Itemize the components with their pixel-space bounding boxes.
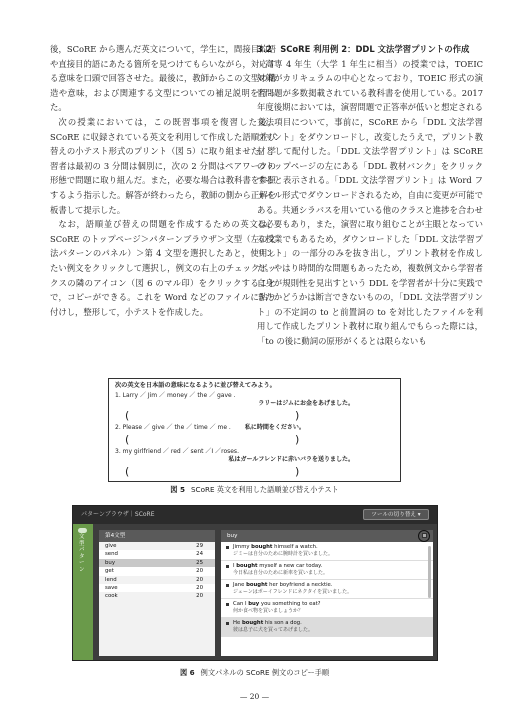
page-number: — 20 —: [239, 692, 270, 701]
example-sentence[interactable]: Can I buy you something to eat? 何か食べ物を買いましょうか？: [221, 599, 433, 618]
left-paragraph-1: 後，SCoRE から選んだ英文について，学生に，間接目的語や直接目的語にあたる箇所を見つけてもらいながら，対応する意味を口頭で回答させた。最後に，教師からこの文型の構造や意味，および関連する文型についての補足説明を行った。: [50, 44, 276, 113]
section-heading: 3.2 SCoRE 利用例 2：DDL 文法学習プリントの作成: [257, 44, 470, 54]
question-1-words: 1. Larry ／ Jim ／ money ／ the ／ gave .: [115, 392, 236, 399]
open-paren: (: [125, 409, 130, 422]
pattern-sidebar[interactable]: [73, 524, 93, 661]
question-2-translation: 私に時間をください。: [244, 424, 305, 431]
verb-list-item[interactable]: [99, 550, 215, 558]
example-translation: 何か食べ物を買いましょうか？: [233, 608, 304, 614]
verb-label: get: [105, 568, 114, 575]
example-sentence[interactable]: Jimmy bought himself a watch. ジミーは自分のために腕時計を買いました。: [221, 542, 433, 561]
verb-label: send: [105, 551, 118, 558]
verb-count: 29: [196, 543, 203, 549]
close-paren: ): [295, 465, 300, 478]
verb-count: 20: [196, 584, 203, 591]
question-2-words: 2. Please ／ give ／ the ／ time ／ me .: [115, 424, 231, 431]
question-1-translation: ラリーはジムにお金をあげました。: [258, 400, 354, 407]
figure-6-caption: [0, 668, 509, 678]
example-header-label: buy: [227, 533, 238, 539]
answer-blank-1: [115, 409, 394, 423]
answer-blank-2: [115, 433, 394, 447]
left-column: [50, 42, 276, 319]
tools-switch-button[interactable]: ツールの切り替え ▾: [363, 509, 429, 520]
verb-list-item[interactable]: [99, 567, 215, 575]
verb-label: give: [105, 543, 117, 549]
example-translation: 今日私は自分のために新車を買いました。: [233, 570, 329, 576]
example-sentence-highlighted[interactable]: He bought his son a dog. 彼は息子に犬を買ってあげました。: [221, 618, 433, 637]
example-sentence[interactable]: I bought myself a new car today. 今日私は自分のために新車を買いました。: [221, 561, 433, 580]
verb-list-item-selected[interactable]: [99, 559, 215, 567]
left-paragraph-3: なお，語順並び替えの問題を作成するための英文は，SCoRE のトップページ＞パターンブラウザ＞文型（左の文法パターンのパネル）＞第 4 文型を選択したあと，使用したい例文をクリックして選択し，例文の右上のチェックボックスの隣のアイコン（図 6 のマル印）をクリックすることで，コピーができる。これを Word などのファイルに貼り付けし，整形して，小テストを作成した。: [50, 219, 276, 317]
example-scrollbar[interactable]: [428, 546, 431, 598]
close-paren: ): [295, 433, 300, 446]
verb-list-item[interactable]: [99, 592, 215, 600]
toggle-icon[interactable]: [78, 528, 87, 533]
example-sentence[interactable]: Jane bought her boyfriend a necktie. ジェーンはボーイフレンドにネクタイを買いました。: [221, 580, 433, 599]
copy-icon[interactable]: [422, 533, 427, 538]
left-paragraph-2: 次の授業においては，この既習事項を復習した後，SCoRE に収録されている英文を利用して作成した語順並び替えの小テスト形式のプリント（図 5）に取り組ませた。学習者は最初の 3 分間は個別に，次の 2 分間はペアワークの形態で問題に取り組んだ。また，必要な場合は教科書を参照するよう指示した。解答が終わったら，教師の側から正解を板書して提示した。: [50, 116, 276, 215]
verb-label: lend: [105, 576, 117, 583]
worksheet-instruction: 次の英文を日本語の意味になるように並び替えてみよう。: [115, 382, 276, 389]
example-translation: ジェーンはボーイフレンドにネクタイを買いました。: [233, 589, 353, 595]
figure-5-caption-text: SCoRE 英文を利用した語順並び替え小テスト: [191, 485, 339, 494]
question-3-words: 3. my girlfriend ／ red ／ sent ／I ／roses.: [115, 448, 239, 455]
figure-5-worksheet: [108, 378, 401, 482]
example-header: [221, 530, 433, 542]
verb-label: cook: [105, 593, 118, 600]
verb-list-item[interactable]: [99, 576, 215, 584]
right-column: [257, 42, 483, 348]
example-translation: ジミーは自分のために腕時計を買いました。: [233, 551, 334, 557]
figure-6-screenshot: [72, 505, 438, 661]
verb-list-item[interactable]: [99, 542, 215, 550]
close-paren: ): [295, 409, 300, 422]
window-title: パターンブラウザ｜SCoRE: [73, 506, 438, 524]
verb-list-header: 第4文型: [99, 530, 215, 542]
verb-count: 20: [196, 593, 203, 600]
figure-6-caption-text: 例文パネルの SCoRE 例文のコピー手順: [200, 668, 330, 677]
open-paren: (: [125, 465, 130, 478]
verb-count: 20: [196, 568, 203, 575]
verb-count: 20: [196, 576, 203, 583]
answer-blank-3: [115, 465, 394, 479]
figure-6-number: 図 6: [179, 668, 195, 677]
question-1: [115, 391, 394, 423]
verb-count: 24: [196, 551, 203, 558]
verb-list-panel: [99, 530, 215, 656]
verb-label: buy: [105, 559, 116, 566]
verb-list-item[interactable]: [99, 584, 215, 592]
question-3-translation: 私はガールフレンドに赤いバラを送りました。: [228, 456, 354, 463]
verb-label: save: [105, 584, 118, 591]
example-panel: [221, 530, 433, 656]
question-3: [115, 447, 394, 479]
example-translation: 彼は息子に犬を買ってあげました。: [233, 627, 314, 633]
open-paren: (: [125, 433, 130, 446]
verb-count: 25: [196, 559, 203, 566]
figure-5-caption: [0, 485, 509, 495]
question-2: [115, 423, 394, 447]
sidebar-label: 文型パターン: [79, 534, 85, 573]
right-paragraph-1: 高専 4 年生（大学 1 年生に相当）の授業では，TOEIC 対策がカリキュラムの中心となっており，TOEIC 形式の演習問題が多数掲載されている教科書を使用している。2017 年度後期においては，演習問題で正答率が低いと想定される文法項目について，事前に，SCoRE から「DDL 文法学習プリント」をダウンロードし，改変したうえで，プリント教材として配付した。「DDL 文法学習プリント」は SCoRE のトップページの左にある「DDL 教材バンク」をクリックすると表示される。「DDL 文法学習プリント」は Word ファイル形式でダウンロードされるため，自由に変更が可能である。共通シラバスを用いている他のクラスと進捗を合わせる必要もあり，また，演習に取り組むことが主眼となっている授業でもあるため，ダウンロードした「DDL 文法学習プリント」の一部分のみを抜き出し，プリント教材を作成した。やはり時間的な問題もあったため，複数例文から学習者自身が規則性を見出すという DDL を学習者が十分に実践できたかどうかは断言できないものの，「DDL 文法学習プリント」の不定詞の to と前置詞の to を対比したファイルを利用して作成したプリント教材に取り組んでもらった際には，「to の後に動詞の原形がくるとは限らないも: [257, 58, 483, 346]
figure-5-number: 図 5: [170, 485, 185, 494]
